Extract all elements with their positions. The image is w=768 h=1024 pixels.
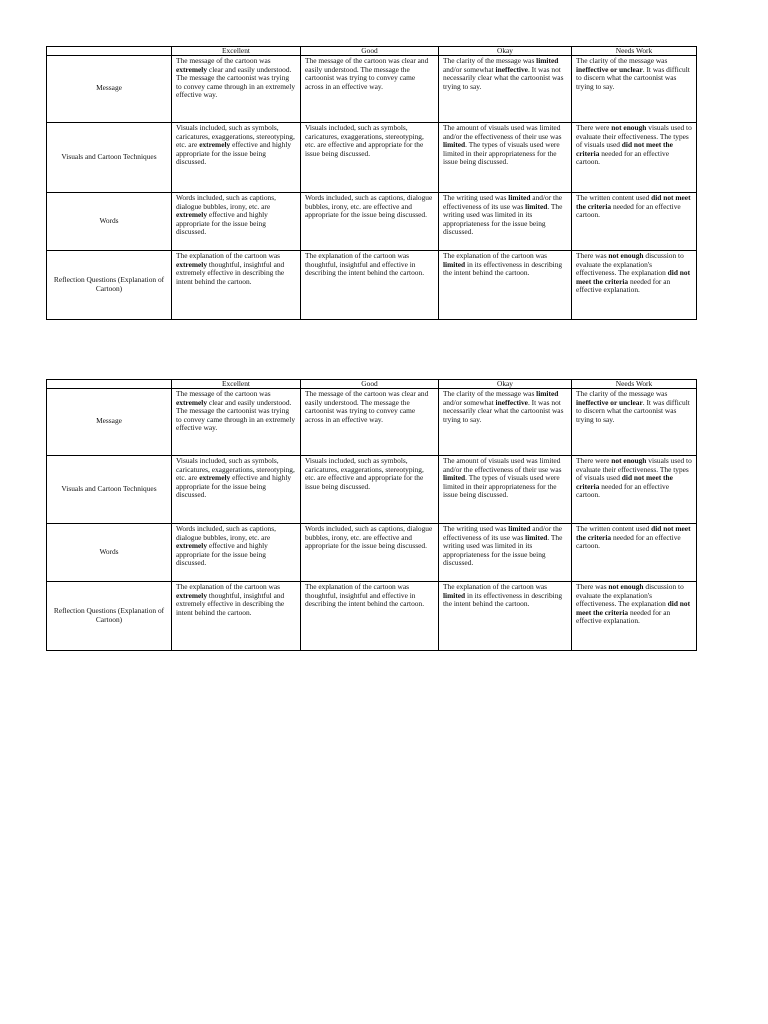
emphasis-text: limited: [536, 56, 559, 65]
rubric-cell: Visuals included, such as symbols, caricatures, exaggerations, stereotyping, etc. are extremely effective and highly appropriate for the issue being discussed.: [172, 456, 301, 524]
emphasis-text: not enough: [611, 123, 647, 132]
rubric-cell: Visuals included, such as symbols, caricatures, exaggerations, stereotyping, etc. are extremely effective and highly appropriate for the issue being discussed.: [172, 123, 301, 193]
header-good: Good: [301, 47, 439, 56]
criterion-label: Message: [47, 389, 172, 456]
rubric-cell: Words included, such as captions, dialogue bubbles, irony, etc. are extremely effective and highly appropriate for the issue being discussed.: [172, 524, 301, 582]
emphasis-text: did not meet the criteria: [576, 140, 673, 158]
criterion-label: Message: [47, 56, 172, 123]
rubric-cell: There were not enough visuals used to evaluate their effectiveness. The types of visuals used did not meet the criteria needed for an effective cartoon.: [572, 456, 697, 524]
emphasis-text: did not meet the criteria: [576, 268, 691, 286]
emphasis-text: limited: [508, 193, 531, 202]
emphasis-text: limited: [443, 140, 466, 150]
emphasis-text: not enough: [608, 582, 644, 591]
header-needs-work: Needs Work: [572, 47, 697, 56]
rubric-cell: There was not enough discussion to evaluate the explanation's effectiveness. The explanation did not meet the criteria needed for an effective explanation.: [572, 582, 697, 651]
rubric-cell: Words included, such as captions, dialogue bubbles, irony, etc. are effective and appropriate for the issue being discussed.: [301, 524, 439, 582]
emphasis-text: ineffective or unclear: [576, 397, 643, 407]
emphasis-text: extremely: [176, 590, 208, 600]
emphasis-text: extremely: [176, 397, 208, 407]
rubric-cell: The message of the cartoon was extremely clear and easily understood. The message the cartoonist was trying to convey came through in an extremely effective way.: [172, 389, 301, 456]
header-row: [47, 380, 697, 389]
rubric-cell: The message of the cartoon was extremely clear and easily understood. The message the cartoonist was trying to convey came through in an extremely effective way.: [172, 56, 301, 123]
emphasis-text: ineffective: [495, 397, 528, 407]
header-excellent: Excellent: [172, 380, 301, 389]
rubric-cell: The amount of visuals used was limited and/or the effectiveness of their use was limited. The types of visuals used were limited in their appropriateness for the issue being discussed.: [439, 123, 572, 193]
header-cell-blank: [47, 47, 172, 56]
emphasis-text: extremely: [176, 541, 208, 551]
table-row-message: [47, 389, 697, 456]
header-cell-blank: [47, 380, 172, 389]
header-needs-work: Needs Work: [572, 380, 697, 389]
emphasis-text: limited: [525, 532, 548, 542]
rubric-cell: The writing used was limited and/or the effectiveness of its use was limited. The writing used was limited in its appropriateness for the issue being discussed.: [439, 193, 572, 251]
rubric-cell: The explanation of the cartoon was limited in its effectiveness in describing the intent behind the cartoon.: [439, 582, 572, 651]
emphasis-text: ineffective or unclear: [576, 64, 643, 74]
emphasis-text: limited: [525, 201, 548, 211]
header-good: Good: [301, 380, 439, 389]
rubric-cell: Words included, such as captions, dialogue bubbles, irony, etc. are extremely effective and highly appropriate for the issue being discussed.: [172, 193, 301, 251]
header-okay: Okay: [439, 380, 572, 389]
rubric-cell: The message of the cartoon was clear and easily understood. The message the cartoonist was trying to convey came across in an effective way.: [301, 389, 439, 456]
rubric-cell: The explanation of the cartoon was thoughtful, insightful and effective in describing the intent behind the cartoon.: [301, 251, 439, 320]
rubric-cell: Visuals included, such as symbols, caricatures, exaggerations, stereotyping, etc. are effective and appropriate for the issue being discussed.: [301, 456, 439, 524]
rubric-cell: The writing used was limited and/or the effectiveness of its use was limited. The writing used was limited in its appropriateness for the issue being discussed.: [439, 524, 572, 582]
rubric-cell: There was not enough discussion to evaluate the explanation's effectiveness. The explanation did not meet the criteria needed for an effective explanation.: [572, 251, 697, 320]
rubric-cell: The written content used did not meet the criteria needed for an effective cartoon.: [572, 193, 697, 251]
emphasis-text: extremely: [176, 259, 208, 269]
rubric-cell: The clarity of the message was limited and/or somewhat ineffective. It was not necessarily clear what the cartoonist was trying to say.: [439, 389, 572, 456]
table-row-visuals: [47, 123, 697, 193]
table-row-reflection: [47, 582, 697, 651]
criterion-label: Reflection Questions (Explanation of Cartoon): [47, 251, 172, 320]
emphasis-text: did not meet the criteria: [576, 599, 691, 617]
emphasis-text: not enough: [611, 456, 647, 465]
emphasis-text: limited: [508, 524, 531, 533]
emphasis-text: did not meet the criteria: [576, 193, 691, 211]
emphasis-text: limited: [443, 473, 466, 483]
emphasis-text: limited: [536, 389, 559, 398]
rubric-table-1: [46, 46, 697, 320]
header-row: [47, 47, 697, 56]
table-row-message: [47, 56, 697, 123]
rubric-cell: There were not enough visuals used to evaluate their effectiveness. The types of visuals used did not meet the criteria needed for an effective cartoon.: [572, 123, 697, 193]
emphasis-text: extremely: [199, 140, 231, 150]
rubric-cell: The explanation of the cartoon was extremely thoughtful, insightful and extremely effective in describing the intent behind the cartoon.: [172, 251, 301, 320]
emphasis-text: extremely: [176, 64, 208, 74]
rubric-cell: The explanation of the cartoon was thoughtful, insightful and effective in describing the intent behind the cartoon.: [301, 582, 439, 651]
rubric-table-2: [46, 379, 697, 651]
table-row-words: [47, 193, 697, 251]
rubric-cell: The written content used did not meet the criteria needed for an effective cartoon.: [572, 524, 697, 582]
emphasis-text: limited: [443, 590, 466, 600]
rubric-cell: The clarity of the message was ineffective or unclear. It was difficult to discern what the cartoonist was trying to say.: [572, 56, 697, 123]
emphasis-text: not enough: [608, 251, 644, 260]
rubric-cell: The clarity of the message was limited and/or somewhat ineffective. It was not necessarily clear what the cartoonist was trying to say.: [439, 56, 572, 123]
rubric-cell: The explanation of the cartoon was extremely thoughtful, insightful and extremely effective in describing the intent behind the cartoon.: [172, 582, 301, 651]
emphasis-text: did not meet the criteria: [576, 524, 691, 542]
criterion-label: Words: [47, 193, 172, 251]
rubric-cell: The message of the cartoon was clear and easily understood. The message the cartoonist was trying to convey came across in an effective way.: [301, 56, 439, 123]
emphasis-text: did not meet the criteria: [576, 473, 673, 491]
rubric-cell: The clarity of the message was ineffective or unclear. It was difficult to discern what the cartoonist was trying to say.: [572, 389, 697, 456]
emphasis-text: limited: [443, 259, 466, 269]
rubric-cell: Visuals included, such as symbols, caricatures, exaggerations, stereotyping, etc. are effective and appropriate for the issue being discussed.: [301, 123, 439, 193]
table-row-reflection: [47, 251, 697, 320]
header-okay: Okay: [439, 47, 572, 56]
rubric-cell: Words included, such as captions, dialogue bubbles, irony, etc. are effective and appropriate for the issue being discussed.: [301, 193, 439, 251]
criterion-label: Reflection Questions (Explanation of Cartoon): [47, 582, 172, 651]
criterion-label: Visuals and Cartoon Techniques: [47, 456, 172, 524]
criterion-label: Visuals and Cartoon Techniques: [47, 123, 172, 193]
table-row-words: [47, 524, 697, 582]
emphasis-text: extremely: [199, 473, 231, 483]
criterion-label: Words: [47, 524, 172, 582]
header-excellent: Excellent: [172, 47, 301, 56]
rubric-cell: The amount of visuals used was limited and/or the effectiveness of their use was limited. The types of visuals used were limited in their appropriateness for the issue being discussed.: [439, 456, 572, 524]
emphasis-text: extremely: [176, 210, 208, 220]
rubric-cell: The explanation of the cartoon was limited in its effectiveness in describing the intent behind the cartoon.: [439, 251, 572, 320]
emphasis-text: ineffective: [495, 64, 528, 74]
table-row-visuals: [47, 456, 697, 524]
